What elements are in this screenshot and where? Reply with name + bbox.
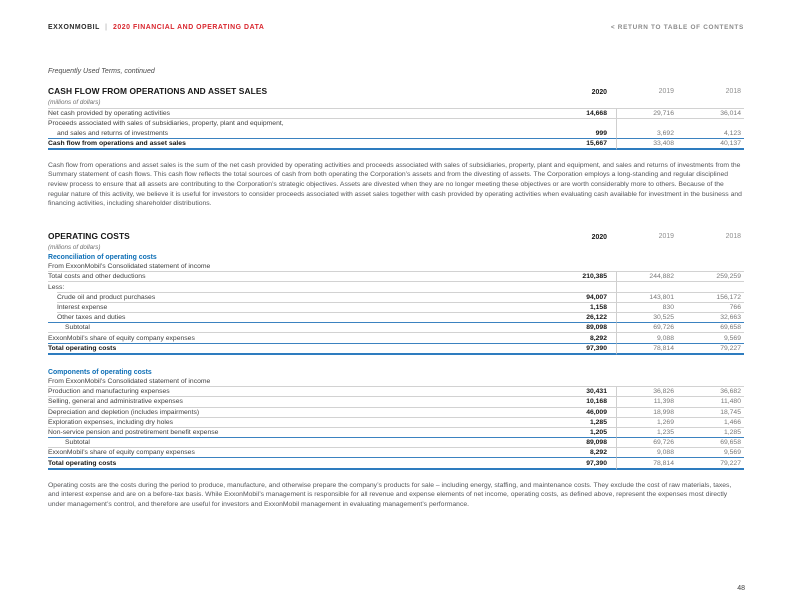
document-title: 2020 FINANCIAL AND OPERATING DATA <box>112 24 265 31</box>
value-2018: 79,227 <box>720 344 741 352</box>
row-label: ExxonMobil’s share of equity company expenses <box>48 334 195 342</box>
row-label: Total operating costs <box>48 344 117 352</box>
year-header-2019: 2019 <box>658 232 674 240</box>
cash-flow-table <box>48 108 744 150</box>
table-row <box>48 447 744 457</box>
value-2019: 36,826 <box>653 388 674 396</box>
value-2019: 1,269 <box>656 418 674 426</box>
value-2020: 30,431 <box>586 388 607 396</box>
top-bar <box>48 24 744 31</box>
value-2018: 36,014 <box>720 110 741 118</box>
cash-flow-section <box>48 87 744 150</box>
value-2018: 40,137 <box>720 139 741 147</box>
brand-block <box>48 24 264 31</box>
table-row <box>48 457 744 469</box>
value-2019: 9,088 <box>656 334 674 342</box>
value-2019: 29,716 <box>653 110 674 118</box>
table-row <box>48 281 744 291</box>
table-row <box>48 128 744 137</box>
row-label: Net cash provided by operating activities <box>48 110 171 118</box>
value-2018: 156,172 <box>716 293 741 301</box>
year-header-2018: 2018 <box>725 232 741 240</box>
unit-note: (millions of dollars) <box>48 99 101 107</box>
value-2020: 89,098 <box>586 439 607 447</box>
row-label: Total costs and other deductions <box>48 273 146 281</box>
source-note: From ExxonMobil’s Consolidated statement of income <box>48 263 211 271</box>
year-header-2019: 2019 <box>658 88 674 96</box>
value-2020: 94,007 <box>586 293 607 301</box>
components-heading: Components of operating costs <box>48 368 152 376</box>
value-2018: 1,466 <box>723 418 741 426</box>
value-2019: 9,088 <box>656 449 674 457</box>
value-2020: 97,390 <box>586 344 607 352</box>
components-block <box>48 368 744 470</box>
row-label: Proceeds associated with sales of subsidiaries, property, plant and equipment, <box>48 120 284 128</box>
source-note: From ExxonMobil’s Consolidated statement of income <box>48 378 211 386</box>
section-title: CASH FLOW FROM OPERATIONS AND ASSET SALES <box>48 86 268 97</box>
brand-logo-text: EXXONMOBIL <box>48 24 100 31</box>
operating-costs-definition-paragraph: Operating costs are the costs during the period to produce, manufacture, and otherwise prepare the company’s products for sale – including energy, staffing, and maintenance costs. They exclude the cost of raw materials, taxes, and interest expense and are on a before-tax basis. While ExxonMobil’s management is responsible for all revenue and expense elements of net income, operating costs, as defined above, represent the expenses most directly under management’s control, and therefore are useful for investors and ExxonMobil management in evaluating management’s performance. <box>48 481 732 508</box>
value-2018: 9,569 <box>723 449 741 457</box>
return-to-toc-link[interactable]: < RETURN TO TABLE OF CONTENTS <box>610 24 744 31</box>
row-label: and sales and returns of investments <box>57 129 169 137</box>
value-2019: 33,408 <box>653 139 674 147</box>
table-row <box>48 427 744 437</box>
components-table <box>48 386 744 470</box>
row-label: Depreciation and depletion (includes impairments) <box>48 408 200 416</box>
value-2018: 18,745 <box>720 408 741 416</box>
brand-divider: | <box>105 24 108 31</box>
table-row <box>48 386 744 396</box>
value-2020: 15,667 <box>586 139 607 147</box>
value-2019 <box>617 120 674 127</box>
value-2020: 26,122 <box>586 314 607 322</box>
value-2020: 1,285 <box>589 418 607 426</box>
row-label: Interest expense <box>57 303 108 311</box>
table-row <box>48 437 744 447</box>
table-row <box>48 343 744 355</box>
value-2020: 14,668 <box>586 110 607 118</box>
value-2020: 97,390 <box>586 459 607 467</box>
value-2019 <box>617 284 674 291</box>
row-label: Cash flow from operations and asset sales <box>48 139 186 147</box>
value-2018: 36,682 <box>720 388 741 396</box>
value-2019: 69,726 <box>653 439 674 447</box>
value-2019: 143,801 <box>649 293 674 301</box>
table-row <box>48 271 744 281</box>
value-2020: 8,292 <box>589 334 607 342</box>
row-label: Selling, general and administrative expenses <box>48 398 183 406</box>
value-2018: 4,123 <box>723 129 741 137</box>
table-row <box>48 322 744 332</box>
row-label: Less: <box>48 283 65 291</box>
value-2020: 46,009 <box>586 408 607 416</box>
table-row <box>48 138 744 150</box>
value-2019: 3,692 <box>656 129 674 137</box>
value-2019: 244,882 <box>649 273 674 281</box>
value-2019: 78,814 <box>653 459 674 467</box>
value-2019: 11,398 <box>653 398 674 406</box>
row-label: Subtotal <box>65 439 90 447</box>
cash-flow-definition-paragraph: Cash flow from operations and asset sales is the sum of the net cash provided by operating activities and proceeds associated with sales of subsidiaries, property, plant and equipment, and sales and returns of investments from the Summary statement of cash flows. This cash flow reflects the total sources of cash from both operating the Corporation’s assets and from the divesting of assets. The Corporation employs a long-standing and regular disciplined review process to ensure that all assets are contributing to the Corporation’s strategic objectives. Assets are divested when they are no longer meeting these objectives or are worth considerably more to others. Because of the regular nature of this activity, we believe it is useful for investors to consider proceeds associated with asset sales together with cash provided by operating activities when evaluating cash available for investment in the business and financing activities, including shareholder distributions. <box>48 161 742 208</box>
row-label: Crude oil and product purchases <box>57 293 156 301</box>
row-label: Exploration expenses, including dry holes <box>48 418 174 426</box>
value-2018 <box>674 120 741 127</box>
value-2018: 69,658 <box>720 439 741 447</box>
operating-costs-header-row <box>48 232 744 243</box>
value-2019: 78,814 <box>653 344 674 352</box>
section-title: OPERATING COSTS <box>48 230 130 241</box>
page-subtitle: Frequently Used Terms, continued <box>48 68 155 75</box>
row-label: Total operating costs <box>48 459 117 467</box>
table-row <box>48 108 744 118</box>
row-label: ExxonMobil’s share of equity company expenses <box>48 449 195 457</box>
value-2020: 999 <box>595 129 607 137</box>
value-2018: 766 <box>729 303 741 311</box>
value-2018: 11,480 <box>720 398 741 406</box>
row-label: Other taxes and duties <box>57 314 126 322</box>
value-2019: 30,525 <box>653 314 674 322</box>
row-label: Production and manufacturing expenses <box>48 388 170 396</box>
reconciliation-heading: Reconciliation of operating costs <box>48 254 157 261</box>
table-row <box>48 332 744 342</box>
value-2020: 8,292 <box>589 449 607 457</box>
value-2018 <box>674 284 741 291</box>
cash-flow-header-row <box>48 87 744 98</box>
year-header-2018: 2018 <box>725 88 741 96</box>
row-label: Subtotal <box>65 324 90 332</box>
year-header-2020: 2020 <box>591 89 607 97</box>
reconciliation-table <box>48 271 744 355</box>
value-2018: 32,663 <box>720 314 741 322</box>
unit-note: (millions of dollars) <box>48 243 101 251</box>
value-2018: 9,569 <box>723 334 741 342</box>
value-2019: 69,726 <box>653 324 674 332</box>
value-2019: 18,998 <box>653 408 674 416</box>
value-2018: 69,658 <box>720 324 741 332</box>
table-row <box>48 396 744 406</box>
table-row <box>48 302 744 312</box>
table-row <box>48 292 744 302</box>
value-2020: 89,098 <box>586 324 607 332</box>
value-2018: 1,285 <box>723 429 741 436</box>
value-2018: 259,259 <box>716 273 741 281</box>
value-2019: 1,235 <box>656 429 674 436</box>
table-row <box>48 312 744 322</box>
table-row <box>48 407 744 417</box>
row-label: Non-service pension and postretirement benefit expense <box>48 429 219 436</box>
table-row <box>48 417 744 427</box>
value-2020: 1,158 <box>589 303 607 311</box>
value-2019: 830 <box>662 303 674 311</box>
value-2020: 10,168 <box>586 398 607 406</box>
operating-costs-section <box>48 232 744 470</box>
value-2020: 210,385 <box>582 273 607 281</box>
value-2020: 1,205 <box>589 429 607 436</box>
year-header-2020: 2020 <box>591 233 607 241</box>
page-number: 48 <box>737 585 745 592</box>
table-row <box>48 118 744 128</box>
value-2018: 79,227 <box>720 459 741 467</box>
